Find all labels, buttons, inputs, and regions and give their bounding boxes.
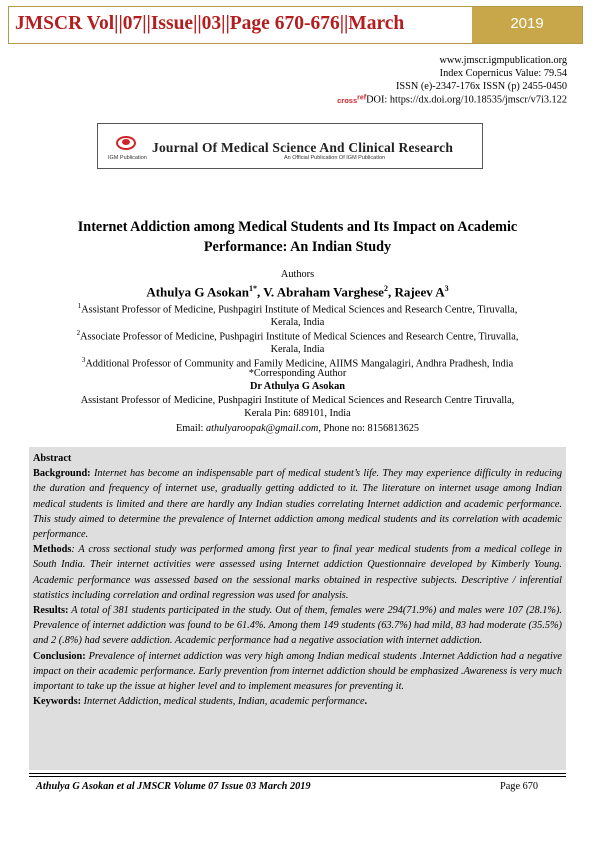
footer-citation: Athulya G Asokan et al JMSCR Volume 07 Issue 03 March 2019: [36, 781, 311, 792]
affiliation-1: [28, 300, 567, 329]
background-label: Background:: [33, 468, 91, 480]
doi-line: [337, 94, 567, 106]
corresponding-name: Dr Athulya G Asokan: [249, 381, 346, 392]
title-line-2: Performance: An Indian Study: [203, 239, 392, 255]
article-title: [40, 217, 555, 257]
aff3-line1: Additional Professor of Community and Family Medicine, AIIMS Mangalagiri, Andhra Pradhesh, India: [85, 358, 514, 370]
aff2-line1: Associate Professor of Medicine, Pushpagiri Institute of Medical Sciences and Research Centre, Tiruvalla,: [80, 331, 519, 343]
corresponding-affiliation: [28, 395, 567, 420]
abstract-background: [33, 466, 562, 542]
methods-label: Methods: [33, 544, 72, 556]
journal-logo: [97, 123, 483, 169]
conclusion-text: Prevalence of internet addiction was very high among Indian medical students .Internet Addiction had a negative impact on their academic performance. Early prevention from internet addiction should be emphasized .Awareness is very much important to take up the issue at higher level and to implement measures for preventing it.: [33, 650, 562, 693]
aff1-sup: 1: [77, 302, 82, 310]
contact-line: [28, 423, 567, 436]
aff2-sup: 2: [76, 329, 81, 337]
phone: , Phone no: 8156813625: [318, 423, 420, 434]
footer-divider: [29, 773, 566, 774]
title-line-1: Internet Addiction among Medical Students and Its Impact on Academic: [77, 219, 518, 235]
conclusion-label: Conclusion:: [33, 650, 86, 662]
crossref-text: cross: [337, 95, 358, 105]
issn: ISSN (e)-2347-176x ISSN (p) 2455-0450: [395, 81, 567, 92]
abstract-keywords: [33, 694, 562, 709]
results-label: Results:: [33, 605, 69, 617]
year-box: [472, 7, 582, 43]
corr-line2: Kerala Pin: 689101, India: [244, 407, 351, 419]
website-link[interactable]: www.jmscr.igmpublication.org: [439, 55, 567, 66]
footer-divider-2: [29, 776, 566, 777]
author-3: , Rajeev A: [387, 284, 445, 300]
doi-link[interactable]: DOI: https://dx.doi.org/10.18535/jmscr/v7i3.122: [366, 94, 567, 106]
email-label: Email:: [175, 423, 206, 434]
logo-title: Journal Of Medical Science And Clinical Research: [152, 140, 454, 155]
methods-text: : A cross sectional study was performed among first year to final year medical students from a medical college in South India. Their internet activities were assessed using Internet addiction Questionnaire developed by Kimberly Young. Academic performance was assessed based on the sessional marks obtained in respective subjects. Descriptive / inferential statistics including correlation and ordinal regression was used for analysis.: [33, 544, 562, 601]
globe-icon-core: [122, 139, 130, 145]
logo-publisher: IGM Publication: [108, 155, 147, 161]
keywords-label: Keywords:: [33, 696, 82, 708]
author-3-sup: 3: [444, 284, 449, 293]
journal-ref-box: [9, 7, 472, 43]
abstract-methods: [33, 542, 562, 603]
author-list: [28, 283, 567, 299]
keywords-end: .: [364, 696, 368, 708]
abstract-results: [33, 603, 562, 649]
page-number: Page 670: [500, 781, 539, 792]
abstract-heading: Abstract: [33, 453, 72, 464]
keywords-text: Internet Addiction, medical students, Indian, academic performance: [81, 696, 365, 708]
logo-tagline: An Official Publication Of IGM Publication: [284, 155, 386, 161]
affiliation-2: [28, 327, 567, 356]
background-text: Internet has become an indispensable part of medical student’s life. They may experience difficulty in reducing the duration and frequency of internet use, gradually getting addicted to it. The literature on internet usage among Indian medical students is limited and there are hardly any Indian studies correlating Internet addiction and academic performance. This study aimed to determine the prevalence of Internet addiction among medical students and its correlation with academic performance.: [33, 468, 562, 541]
crossref-logo: [337, 96, 366, 105]
author-1-sup: 1*: [248, 284, 257, 293]
aff1-line1: Assistant Professor of Medicine, Pushpagiri Institute of Medical Sciences and Research Centre, Tiruvalla,: [81, 304, 518, 316]
corr-line1: Assistant Professor of Medicine, Pushpagiri Institute of Medical Sciences and Research Centre Tiruvalla,: [80, 395, 515, 406]
year: 2019: [510, 15, 544, 32]
aff2-line2: Kerala, India: [270, 343, 325, 355]
abstract-box: [29, 447, 566, 770]
email-link[interactable]: athulyaroopak@gmail.com: [206, 423, 319, 434]
journal-ref: JMSCR Vol||07||Issue||03||Page 670-676||March: [15, 13, 405, 34]
aff3-sup: 3: [81, 356, 86, 364]
author-2-sup: 2: [383, 284, 388, 293]
journal-header-band: [8, 6, 583, 44]
crossref-sup: ref: [357, 94, 367, 101]
corresponding-label: *Corresponding Author: [248, 368, 347, 379]
authors-label: Authors: [280, 269, 315, 280]
abstract-conclusion: [33, 649, 562, 695]
author-1: Athulya G Asokan: [146, 284, 249, 300]
aff1-line2: Kerala, India: [270, 316, 325, 328]
author-2: , V. Abraham Varghese: [256, 284, 384, 300]
index-value: Index Copernicus Value: 79.54: [439, 68, 567, 79]
results-text: A total of 381 students participated in the study. Out of them, females were 294(71.9%) and males were 107 (28.1%). Prevalence of internet addiction was found to be 61.4%. Among them 149 students (63.7%) had mild, 83 had moderate (35.5%) and 2 (.8%) had severe addiction. Academic performance had a negative association with internet addiction.: [33, 605, 562, 647]
abstract-content: [33, 451, 562, 709]
